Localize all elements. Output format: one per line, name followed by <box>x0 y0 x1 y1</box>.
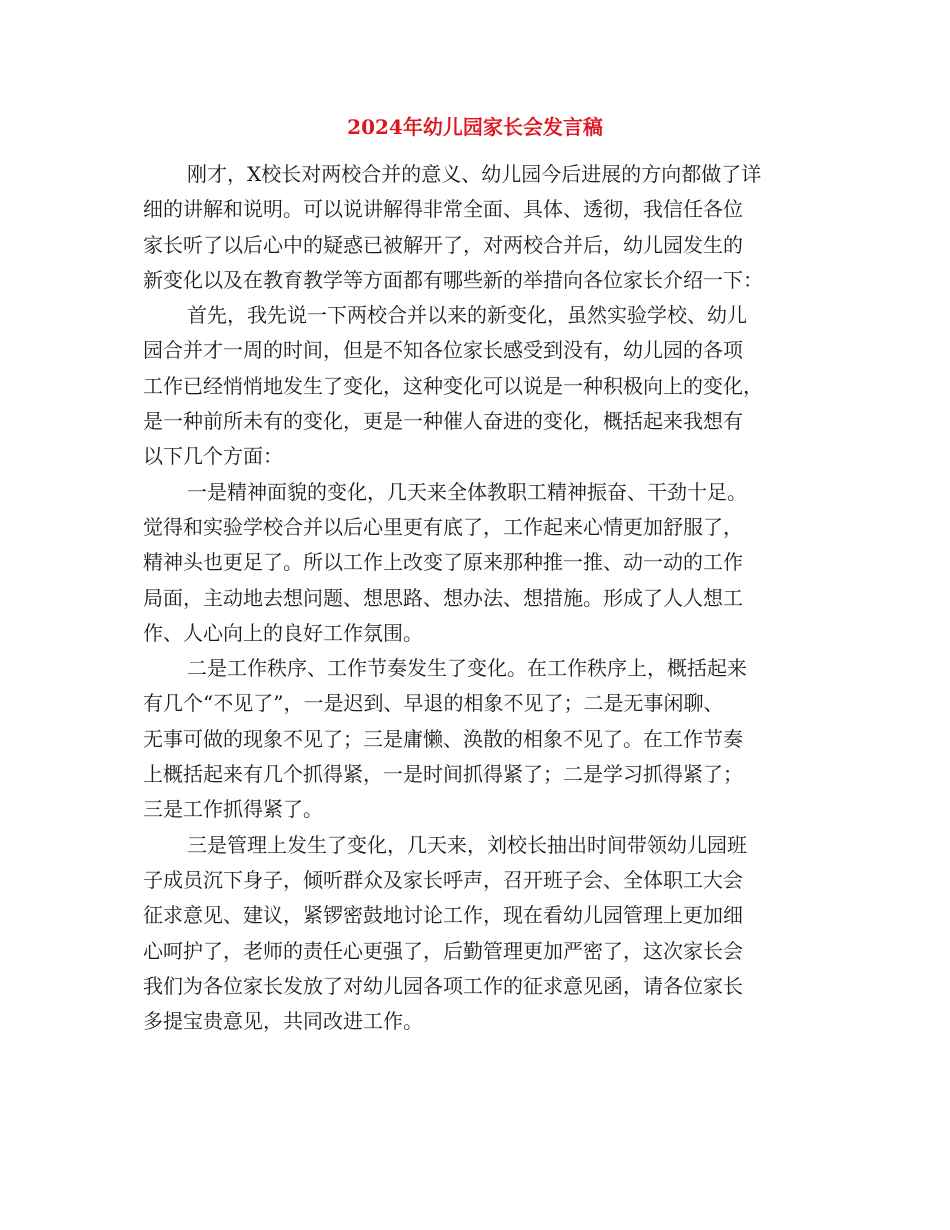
text-line: 我们为各位家长发放了对幼儿园各项工作的征求意见函，请各位家长 <box>143 973 743 998</box>
paragraph <box>143 828 813 1040</box>
text-line: 工作已经悄悄地发生了变化，这种变化可以说是一种积极向上的变化， <box>143 373 763 398</box>
text-line: 细的讲解和说明。可以说讲解得非常全面、具体、透彻，我信任各位 <box>143 197 743 222</box>
paragraph <box>143 298 813 474</box>
text-line: 觉得和实验学校合并以后心里更有底了，工作起来心情更加舒服了， <box>143 514 743 539</box>
text-line: 园合并才一周的时间，但是不知各位家长感受到没有，幼儿园的各项 <box>143 338 743 363</box>
text-line: 征求意见、建议，紧锣密鼓地讨论工作，现在看幼儿园管理上更加细 <box>143 903 743 928</box>
text-line: 刚才，X校长对两校合并的意义、幼儿园今后进展的方向都做了详 <box>187 162 762 186</box>
text-line: 多提宝贵意见，共同改进工作。 <box>143 1009 423 1034</box>
text-line: 心呵护了，老师的责任心更强了，后勤管理更加严密了，这次家长会 <box>143 938 743 963</box>
paragraph <box>143 157 813 298</box>
text-line: 一是精神面貌的变化，几天来全体教职工精神振奋、干劲十足。 <box>187 479 747 504</box>
text-line: 以下几个方面： <box>143 444 283 469</box>
text-line: 是一种前所未有的变化，更是一种催人奋进的变化，概括起来我想有 <box>143 409 743 434</box>
text-line: 子成员沉下身子，倾听群众及家长呼声，召开班子会、全体职工大会 <box>143 867 743 892</box>
text-line: 作、人心向上的良好工作氛围。 <box>143 620 423 645</box>
text-line: 首先，我先说一下两校合并以来的新变化，虽然实验学校、幼儿 <box>187 303 747 328</box>
text-line: 新变化以及在教育教学等方面都有哪些新的举措向各位家长介绍一下： <box>143 267 763 292</box>
text-line: 无事可做的现象不见了；三是庸懒、涣散的相象不见了。在工作节奏 <box>143 726 743 751</box>
text-line: 三是工作抓得紧了。 <box>143 797 323 822</box>
text-line: 有几个“不见了”，一是迟到、早退的相象不见了；二是无事闲聊、 <box>143 691 724 716</box>
text-line: 家长听了以后心中的疑惑已被解开了，对两校合并后，幼儿园发生的 <box>143 232 743 257</box>
paragraph <box>143 475 813 651</box>
paragraph <box>143 651 813 827</box>
text-line: 局面，主动地去想问题、想思路、想办法、想措施。形成了人人想工 <box>143 585 743 610</box>
text-line: 上概括起来有几个抓得紧，一是时间抓得紧了；二是学习抓得紧了； <box>143 762 743 787</box>
page-title: 2024年幼儿园家长会发言稿 <box>347 115 603 139</box>
text-line: 二是工作秩序、工作节奏发生了变化。在工作秩序上，概括起来 <box>187 656 747 681</box>
document-body <box>143 157 813 1039</box>
text-line: 三是管理上发生了变化，几天来，刘校长抽出时间带领幼儿园班 <box>187 832 747 857</box>
text-line: 精神头也更足了。所以工作上改变了原来那种推一推、动一动的工作 <box>143 550 743 575</box>
